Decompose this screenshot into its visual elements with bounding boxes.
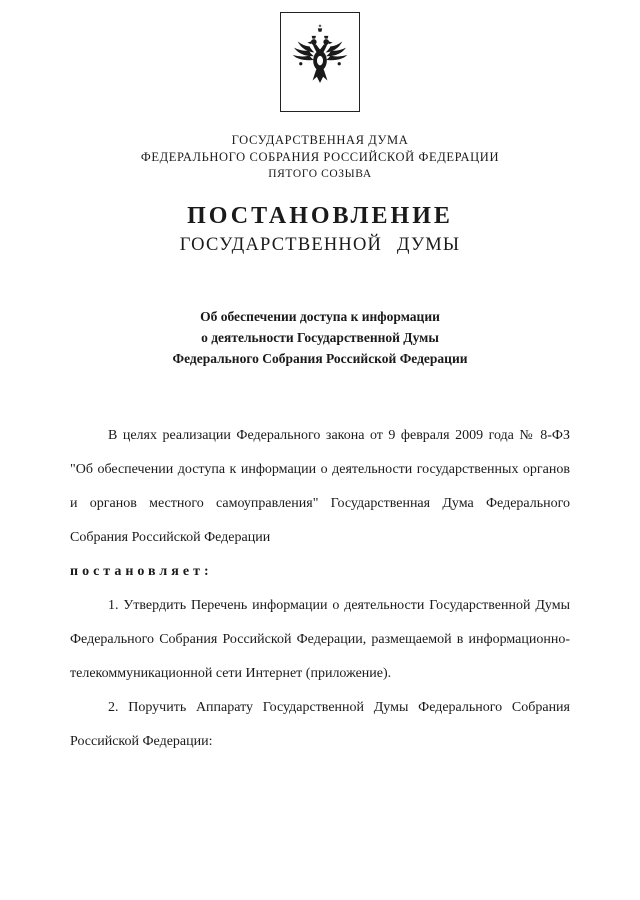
subject-line-2: о деятельности Государственной Думы <box>201 330 439 345</box>
document-subject-title <box>70 306 570 369</box>
preamble-paragraph: В целях реализации Федерального закона от 9 февраля 2009 года № 8-ФЗ "Об обеспечении доступа к информации о деятельности государственных органов и органов местного самоуправления" Государственная Дума Федерального Собрания Российской Федерации <box>70 428 570 545</box>
document-type-title: ПОСТАНОВЛЕНИЕ <box>187 203 453 229</box>
header-org-name: ГОСУДАРСТВЕННАЯ ДУМА <box>231 133 409 147</box>
resolution-item-2: 2. Поручить Аппарату Государственной Думы Федерального Собрания Российской Федерации: <box>70 700 570 749</box>
resolution-item-1: 1. Утвердить Перечень информации о деятельности Государственной Думы Федерального Собрания Российской Федерации, размещаемой в информационно-телекоммуникационной сети Интернет (приложение). <box>70 598 570 681</box>
coat-of-arms-icon <box>289 20 351 105</box>
resolve-word: постановляет: <box>70 564 213 579</box>
header-org-subtitle: ФЕДЕРАЛЬНОГО СОБРАНИЯ РОССИЙСКОЙ ФЕДЕРАЦИИ <box>140 150 500 164</box>
subject-line-3: Федерального Собрания Российской Федерации <box>172 351 468 366</box>
document-header <box>70 132 570 183</box>
subject-line-1: Об обеспечении доступа к информации <box>200 309 440 324</box>
header-convocation: ПЯТОГО СОЗЫВА <box>268 168 372 180</box>
document-body <box>70 419 570 759</box>
document-type-subtitle: ГОСУДАРСТВЕННОЙ ДУМЫ <box>179 235 461 255</box>
emblem-frame <box>280 12 360 112</box>
